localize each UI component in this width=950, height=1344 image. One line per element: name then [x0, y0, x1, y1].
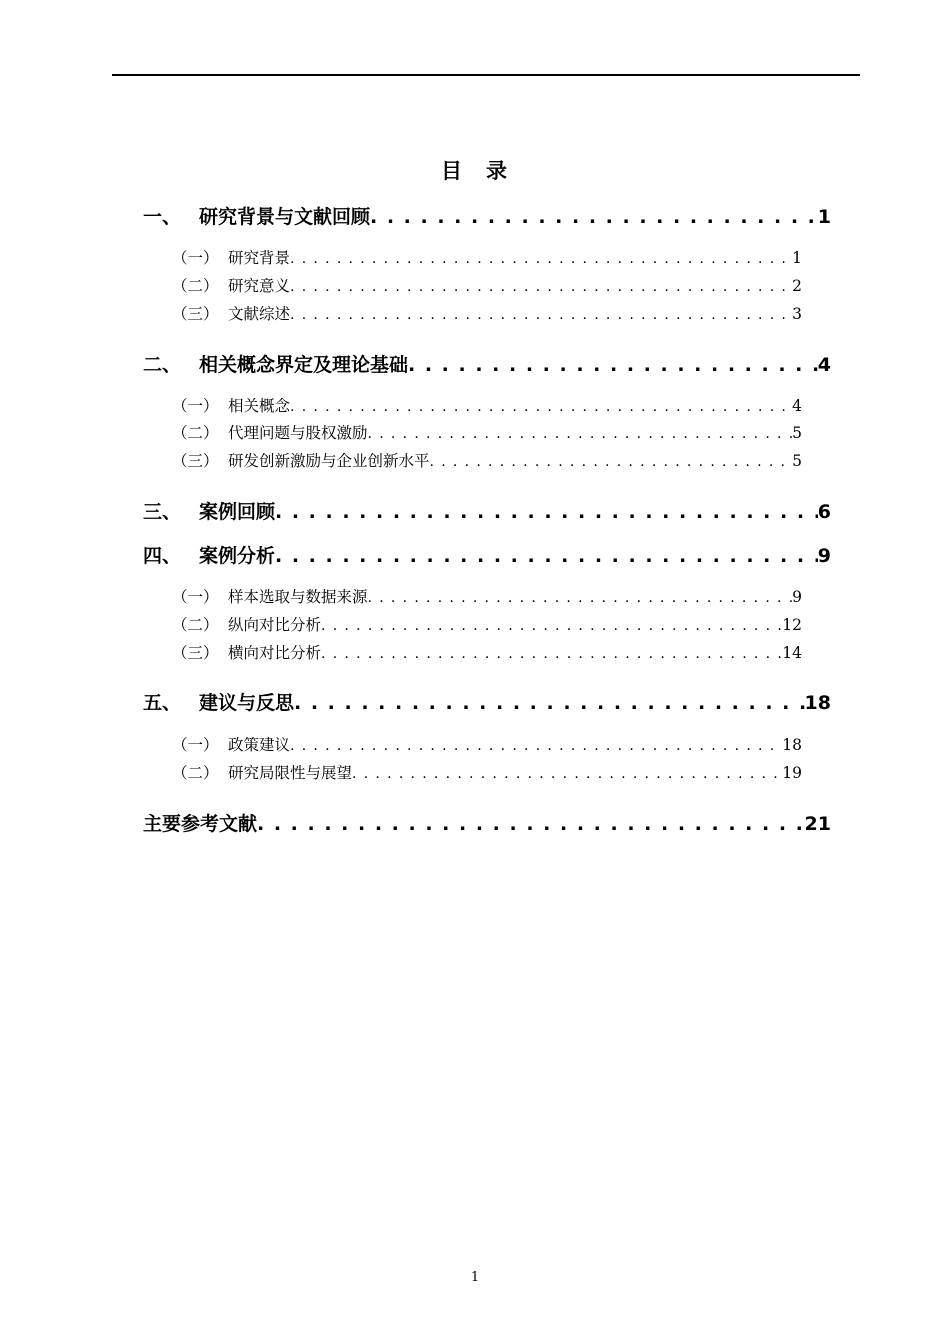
page-number: 1 [470, 1270, 480, 1285]
toc-leader-dots [370, 206, 818, 228]
toc-leader-dots [368, 426, 793, 442]
toc-entry-number: 一、 [143, 206, 182, 228]
toc-entry-label: 案例回顾 [199, 501, 276, 523]
toc-leader-dots [290, 307, 792, 323]
toc-entry-page: 5 [792, 452, 802, 470]
toc-entry-subsection-1-2[interactable] [172, 274, 802, 296]
toc-entry-label: 主要参考文献 [143, 813, 258, 835]
toc-title-char-1: 目 [441, 159, 464, 183]
toc-entry-label: 研究背景与文献回顾 [199, 206, 371, 228]
toc-entry-page: 2 [792, 277, 802, 295]
toc-entry-references[interactable] [143, 809, 831, 836]
toc-entry-subsection-2-1[interactable] [172, 394, 802, 416]
toc-leader-dots [257, 813, 805, 835]
toc-entry-number: （三） [172, 452, 219, 470]
toc-entry-number: 三、 [143, 501, 182, 523]
toc-entry-subsection-4-1[interactable] [172, 585, 802, 607]
toc-entry-number: （一） [172, 588, 219, 606]
toc-entry-number: 四、 [143, 545, 182, 567]
toc-entry-number: （二） [172, 424, 219, 442]
toc-entry-subsection-4-3[interactable] [172, 641, 802, 663]
toc-leader-dots [430, 454, 793, 470]
toc-entry-label: 样本选取与数据来源 [228, 588, 368, 606]
toc-entry-page: 14 [782, 644, 802, 662]
toc-leader-dots [290, 738, 782, 754]
toc-entry-label: 研究局限性与展望 [228, 764, 353, 782]
toc-entry-subsection-5-2[interactable] [172, 761, 802, 783]
toc-entry-label: 相关概念界定及理论基础 [199, 354, 409, 376]
toc-leader-dots [294, 692, 805, 714]
toc-entry-label: 横向对比分析 [228, 644, 322, 662]
toc-entry-number: （二） [172, 764, 219, 782]
toc-entry-number: （三） [172, 305, 219, 323]
toc-leader-dots [408, 354, 818, 376]
toc-entry-label: 研发创新激励与企业创新水平 [228, 452, 430, 470]
toc-entry-page: 18 [782, 736, 802, 754]
toc-entry-label: 研究意义 [228, 277, 291, 295]
toc-entry-page: 6 [817, 501, 831, 523]
toc-entry-label: 建议与反思 [199, 692, 295, 714]
toc-entry-page: 12 [782, 616, 802, 634]
header-rule [112, 74, 860, 76]
toc-entry-page: 21 [804, 813, 831, 835]
toc-entry-page: 9 [817, 545, 831, 567]
toc-entry-subsection-5-1[interactable] [172, 733, 802, 755]
toc-entry-subsection-4-2[interactable] [172, 613, 802, 635]
toc-entry-subsection-1-1[interactable] [172, 246, 802, 268]
toc-entry-label: 纵向对比分析 [228, 616, 322, 634]
toc-entry-label: 代理问题与股权激励 [228, 424, 368, 442]
toc-entry-number: （二） [172, 277, 219, 295]
toc-entry-page: 4 [817, 354, 831, 376]
toc-leader-dots [275, 501, 818, 523]
toc-entry-subsection-2-2[interactable] [172, 421, 802, 443]
toc-entry-number: 二、 [143, 354, 182, 376]
toc-leader-dots [352, 766, 782, 782]
toc-entry-label: 文献综述 [228, 305, 291, 323]
toc-title-char-2: 录 [486, 159, 509, 183]
toc-entry-page: 1 [817, 206, 831, 228]
toc-title [0, 155, 950, 185]
toc-entry-page: 9 [792, 588, 802, 606]
toc-entry-number: （三） [172, 644, 219, 662]
toc-entry-section-2[interactable] [143, 350, 831, 377]
toc-entry-page: 19 [782, 764, 802, 782]
toc-leader-dots [368, 590, 793, 606]
toc-leader-dots [290, 399, 792, 415]
toc-entry-label: 研究背景 [228, 249, 291, 267]
toc-leader-dots [321, 646, 782, 662]
toc-entry-label: 政策建议 [228, 736, 291, 754]
toc-entry-section-5[interactable] [143, 688, 831, 715]
toc-entry-page: 18 [804, 692, 831, 714]
toc-entry-number: 五、 [143, 692, 182, 714]
toc-entry-subsection-1-3[interactable] [172, 302, 802, 324]
toc-leader-dots [290, 279, 792, 295]
toc-entry-label: 案例分析 [199, 545, 276, 567]
toc-entry-subsection-2-3[interactable] [172, 449, 802, 471]
toc-entry-section-4[interactable] [143, 541, 831, 568]
toc-entry-page: 5 [792, 424, 802, 442]
toc-leader-dots [290, 251, 792, 267]
toc-entry-page: 1 [792, 249, 802, 267]
toc-entry-page: 4 [792, 397, 802, 415]
toc-entry-label: 相关概念 [228, 397, 291, 415]
toc-entry-number: （一） [172, 249, 219, 267]
toc-entry-number: （一） [172, 736, 219, 754]
toc-entry-number: （一） [172, 397, 219, 415]
toc-entry-section-1[interactable] [143, 202, 831, 229]
toc-leader-dots [321, 618, 782, 634]
toc-entry-number: （二） [172, 616, 219, 634]
toc-entry-page: 3 [792, 305, 802, 323]
toc-entry-section-3[interactable] [143, 497, 831, 524]
toc-leader-dots [275, 545, 818, 567]
